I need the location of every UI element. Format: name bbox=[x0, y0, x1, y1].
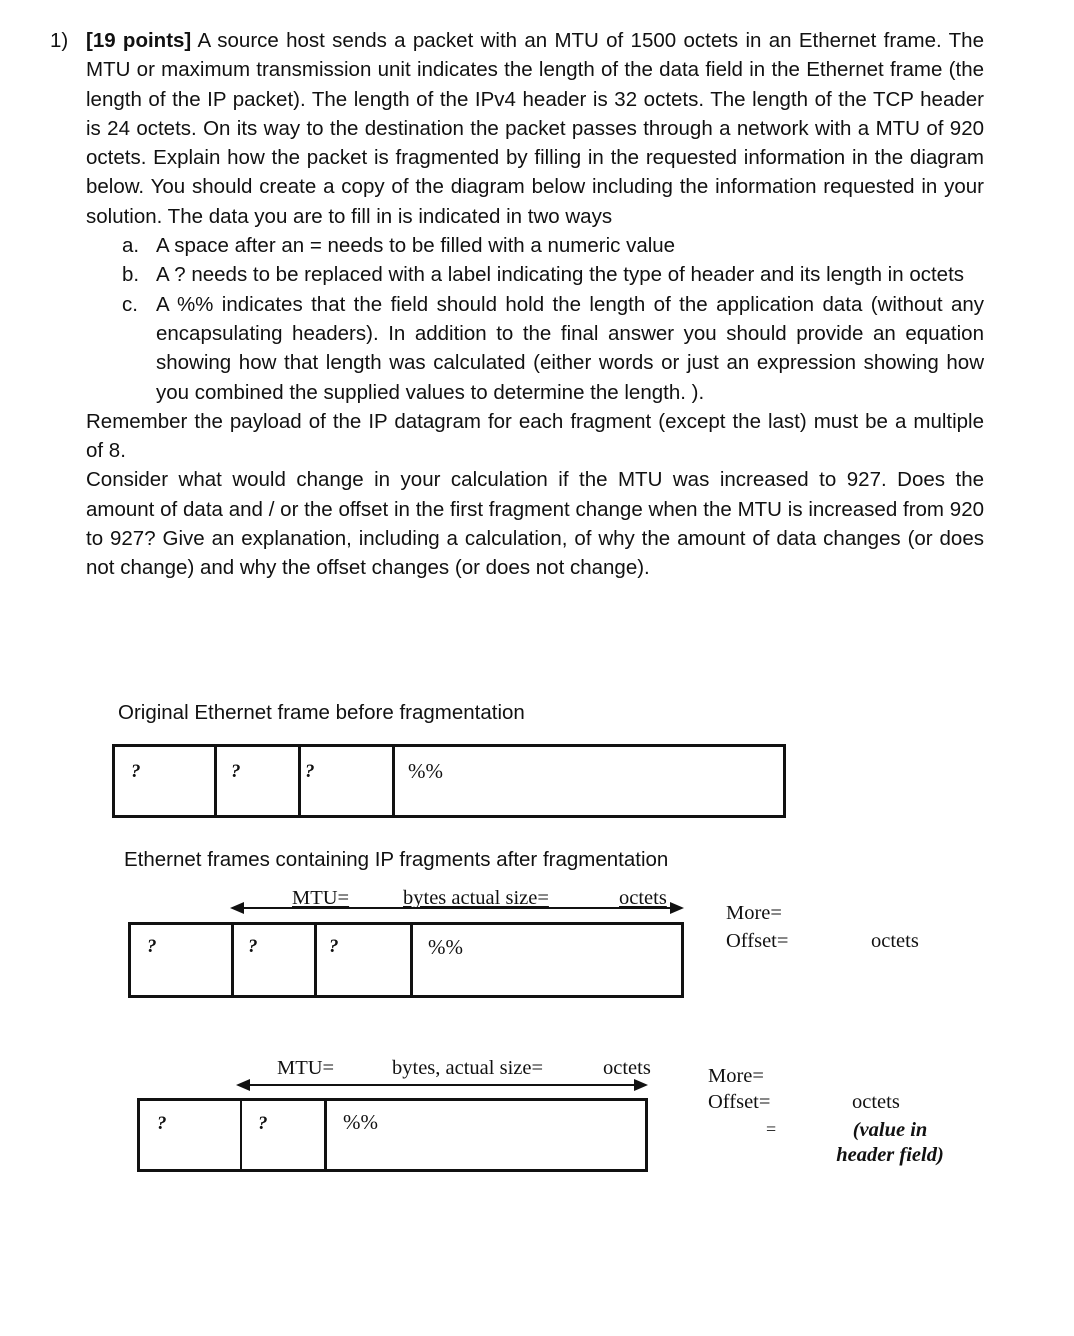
fragment2-octets-label: octets bbox=[603, 1057, 651, 1079]
fragment1-offset-label: Offset= bbox=[726, 930, 789, 952]
fragment1-header-1: ? bbox=[147, 936, 157, 957]
fragment2-equals: = bbox=[766, 1119, 777, 1139]
fragment1-header-3: ? bbox=[329, 936, 339, 957]
fragment2-arrow-right-icon bbox=[634, 1079, 648, 1091]
fragment2-arrow-left-icon bbox=[236, 1079, 250, 1091]
fragment2-more-label: More= bbox=[708, 1065, 764, 1087]
fragment1-size-label: bytes actual size= bbox=[403, 887, 549, 909]
fragment1-arrow-right-icon bbox=[670, 902, 684, 914]
fragment2-frame bbox=[137, 1098, 648, 1172]
consider-note: Consider what would change in your calculation if the MTU was increased to 927. Does the amount of data and / or the offset in the first fragment change when the MTU is increased from 920 to 927? Give an explanation, including a calculation, of why the amount of data changes (or does not change) and why the offset changes (or does not change). bbox=[86, 468, 984, 580]
list-item-text: A %% indicates that the field should hold the length of the application data (without any encapsulating headers). In addition to the final answer you should provide an equation showing how that length was calculated (either words or just an expression showing how you combined the supplied values to determine the length. ). bbox=[156, 292, 984, 404]
original-data: %% bbox=[408, 759, 443, 783]
original-frame bbox=[112, 744, 786, 818]
fragment2-header-2: ? bbox=[258, 1113, 268, 1134]
frame-divider bbox=[314, 925, 317, 995]
question-intro-text: A source host sends a packet with an MTU of 1500 octets in an Ethernet frame. The MTU or maximum transmission unit indicates the length of the data field in the Ethernet frame (the length of the IP packet). The length of the IPv4 header is 32 octets. The length of the TCP header is 24 octets. On its way to the destination the packet passes through a network with a MTU of 920 octets. Explain how the packet is fragmented by filling in the requested information in the diagram below. You should create a copy of the diagram below including the information requested in your solution. The data you are to fill in is indicated in two ways bbox=[86, 29, 984, 228]
fragments-caption: Ethernet frames containing IP fragments after fragmentation bbox=[124, 848, 669, 871]
list-item bbox=[122, 260, 984, 289]
fragment2-offset-unit: octets bbox=[852, 1091, 900, 1113]
question-intro bbox=[86, 26, 984, 231]
fragment2-size-label: bytes, actual size= bbox=[392, 1057, 544, 1079]
question-number: 1) bbox=[50, 29, 69, 52]
fragment1-mtu-label: MTU= bbox=[292, 887, 350, 909]
list-item-label: b. bbox=[122, 263, 140, 287]
original-header-1: ? bbox=[131, 761, 141, 782]
fragment2-offset-label: Offset= bbox=[708, 1091, 771, 1113]
question-points: [19 points] bbox=[86, 29, 192, 52]
original-header-3: ? bbox=[305, 761, 315, 782]
list-item-label: a. bbox=[122, 234, 140, 258]
original-frame-caption: Original Ethernet frame before fragmentation bbox=[118, 701, 525, 724]
fragment1-data: %% bbox=[428, 935, 463, 959]
frame-divider bbox=[231, 925, 234, 995]
fragment2-header-1: ? bbox=[157, 1113, 167, 1134]
fragment1-more-label: More= bbox=[726, 902, 782, 924]
fragment1-arrow-left-icon bbox=[230, 902, 244, 914]
fragment1-frame bbox=[128, 922, 684, 998]
original-header-2: ? bbox=[231, 761, 241, 782]
fragment2-arrow-line bbox=[249, 1084, 635, 1086]
fragment2-offset-note: (value in header field) bbox=[836, 1119, 944, 1166]
list-item bbox=[122, 231, 984, 260]
frame-divider bbox=[392, 747, 395, 815]
remember-note: Remember the payload of the IP datagram for each fragment (except the last) must be a multiple of 8. bbox=[86, 409, 984, 463]
list-item-text: A space after an = needs to be filled with a numeric value bbox=[156, 234, 676, 258]
fragment2-data: %% bbox=[343, 1110, 378, 1134]
frame-divider bbox=[214, 747, 217, 815]
list-item-label: c. bbox=[122, 292, 138, 316]
question-header bbox=[50, 26, 984, 231]
frame-divider bbox=[298, 747, 301, 815]
fragment1-header-2: ? bbox=[248, 936, 258, 957]
list-item bbox=[122, 290, 984, 407]
frame-divider bbox=[410, 925, 413, 995]
question-block bbox=[50, 26, 984, 583]
fragment1-offset-unit: octets bbox=[871, 930, 919, 952]
fragment1-octets-label: octets bbox=[619, 887, 667, 909]
list-item-text: A ? needs to be replaced with a label indicating the type of header and its length in octets bbox=[156, 263, 965, 287]
frame-divider bbox=[240, 1101, 242, 1169]
frame-divider bbox=[324, 1101, 327, 1169]
fragment2-mtu-label: MTU= bbox=[277, 1057, 335, 1079]
